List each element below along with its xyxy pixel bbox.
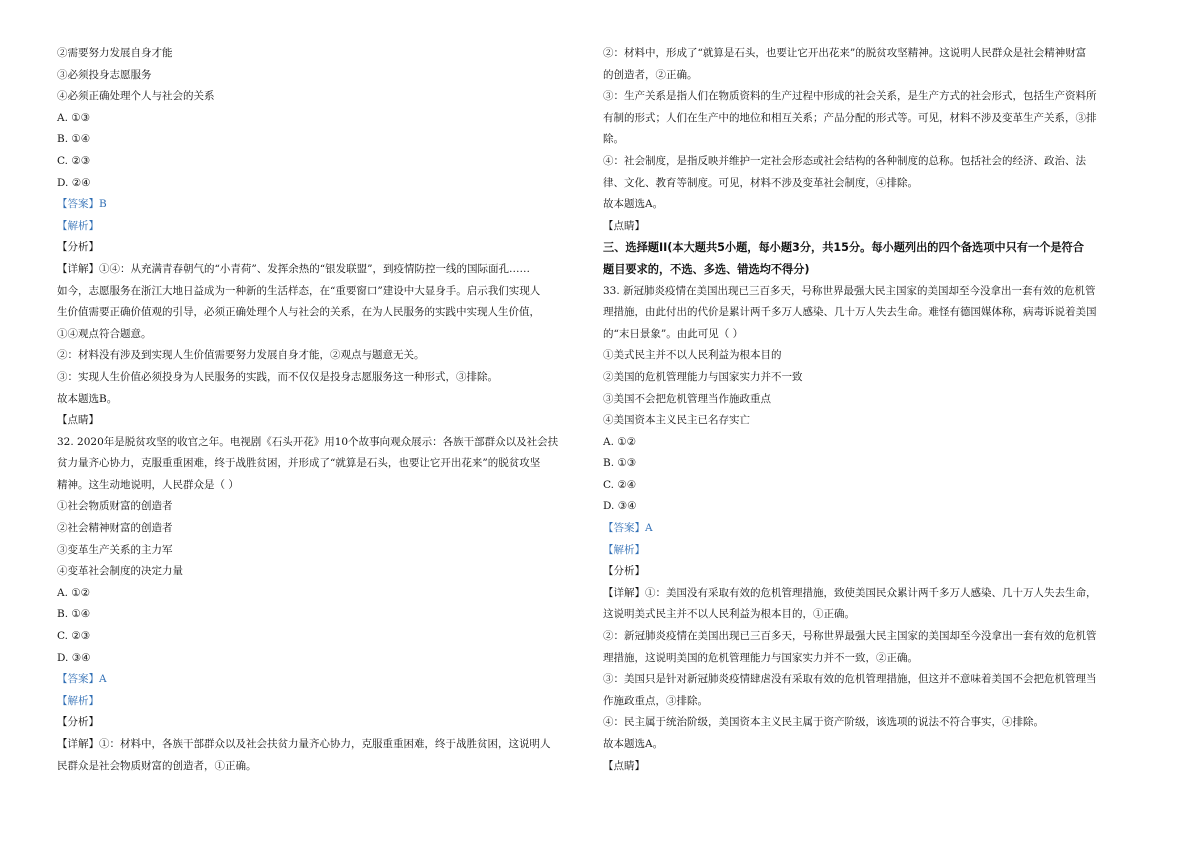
detail-line: 【详解】①④：从充满青春朝气的“小青荷”、发挥余热的“银发联盟”，到疫情防控一线的国际面孔…… bbox=[57, 262, 530, 275]
q31-options bbox=[57, 43, 575, 108]
q33-detail bbox=[603, 583, 1126, 756]
right-column bbox=[603, 43, 1126, 777]
answer-label: 【答案】B bbox=[57, 198, 107, 211]
section-heading-line: 题目要求的，不选、多选、错选均不得分) bbox=[603, 262, 810, 276]
detail-line: 生价值需要正确价值观的引导，必须正确处理个人与社会的关系，在为人民服务的实践中实现人生价值， bbox=[57, 306, 540, 319]
option-line: ③必须投身志愿服务 bbox=[57, 68, 152, 81]
detail-line: ①④观点符合题意。 bbox=[57, 327, 152, 340]
q32-stem bbox=[57, 432, 575, 497]
dianjing-label: 【点睛】 bbox=[603, 219, 645, 232]
q31-detail bbox=[57, 259, 575, 410]
detail-line: 如今，志愿服务在浙江大地日益成为一种新的生活样态，在“重要窗口”建设中大显身手。启示我们实现人 bbox=[57, 284, 541, 297]
detail-line: ④：社会制度，是指反映并维护一定社会形态或社会结构的各种制度的总称。包括社会的经济、政治、法 bbox=[603, 154, 1086, 167]
choice-c: C. ②③ bbox=[57, 154, 91, 167]
option-line: ①美式民主并不以人民利益为根本目的 bbox=[603, 349, 782, 362]
detail-line: ②：材料没有涉及到实现人生价值需要努力发展自身才能，②观点与题意无关。 bbox=[57, 349, 425, 362]
left-column bbox=[57, 43, 575, 777]
q32-detail bbox=[57, 734, 575, 777]
option-line: ②社会精神财富的创造者 bbox=[57, 522, 173, 535]
detail-line: 【详解】①：美国没有采取有效的危机管理措施，致使美国民众累计两千多万人感染、几十万人失去生命， bbox=[603, 586, 1097, 599]
detail-line: 有制的形式；人们在生产中的地位和相互关系；产品分配的形式等。可见，材料不涉及变革生产关系，③排 bbox=[603, 111, 1097, 124]
q31-choices bbox=[57, 108, 575, 194]
q32-choices bbox=[57, 583, 575, 669]
choice-a: A. ①② bbox=[603, 435, 637, 448]
choice-b: B. ①④ bbox=[57, 133, 91, 146]
detail-line: ③：实现人生价值必须投身为人民服务的实践，而不仅仅是投身志愿服务这一种形式，③排除。 bbox=[57, 370, 498, 383]
choice-d: D. ②④ bbox=[57, 176, 91, 189]
analysis-label: 【解析】 bbox=[57, 694, 99, 707]
q32-options bbox=[57, 496, 575, 582]
detail-line: ④：民主属于统治阶级，美国资本主义民主属于资产阶级，该选项的说法不符合事实，④排除。 bbox=[603, 716, 1044, 729]
fenxi-label: 【分析】 bbox=[603, 565, 645, 578]
stem-line: 精神。这生动地说明，人民群众是（ ） bbox=[57, 478, 239, 491]
section-heading-line: 三、选择题II(本大题共5小题，每小题3分，共15分。每小题列出的四个备选项中只有一个是符合 bbox=[603, 241, 1084, 255]
detail-line: ②：材料中，形成了“就算是石头，也要让它开出花来”的脱贫攻坚精神。这说明人民群众是社会精神财富 bbox=[603, 47, 1087, 59]
detail-line: 民群众是社会物质财富的创造者，①正确。 bbox=[57, 759, 257, 772]
fenxi-label: 【分析】 bbox=[57, 241, 99, 254]
choice-c: C. ②④ bbox=[603, 478, 637, 491]
answer-label: 【答案】A bbox=[603, 522, 653, 535]
dianjing-label: 【点睛】 bbox=[57, 414, 99, 427]
option-line: ③美国不会把危机管理当作施政重点 bbox=[603, 392, 771, 405]
detail-line: ③：生产关系是指人们在物质资料的生产过程中形成的社会关系，是生产方式的社会形式，包括生产资料所 bbox=[603, 90, 1097, 103]
stem-line: 理措施，由此付出的代价是累计两千多万人感染、几十万人失去生命。难怪有德国媒体称，病毒诉说着美国 bbox=[603, 306, 1097, 319]
option-line: ①社会物质财富的创造者 bbox=[57, 500, 173, 513]
detail-line: ③：美国只是针对新冠肺炎疫情肆虐没有采取有效的危机管理措施，但这并不意味着美国不会把危机管理当 bbox=[603, 673, 1097, 686]
option-line: ④变革社会制度的决定力量 bbox=[57, 565, 183, 578]
choice-d: D. ③④ bbox=[603, 500, 637, 513]
fenxi-label: 【分析】 bbox=[57, 716, 99, 729]
detail-line: 作施政重点，③排除。 bbox=[603, 694, 708, 707]
stem-line: 的“末日景象”。由此可见（ ） bbox=[603, 327, 744, 340]
detail-line: 这说明美式民主并不以人民利益为根本目的，①正确。 bbox=[603, 608, 855, 621]
detail-line: 的创造者，②正确。 bbox=[603, 68, 698, 81]
stem-line: 贫力量齐心协力，克服重重困难，终于战胜贫困，并形成了“就算是石头，也要让它开出花来”的脱贫攻坚 bbox=[57, 457, 541, 470]
detail-line: 理措施，这说明美国的危机管理能力与国家实力并不一致，②正确。 bbox=[603, 651, 918, 664]
choice-d: D. ③④ bbox=[57, 651, 91, 664]
answer-label: 【答案】A bbox=[57, 673, 107, 686]
section-heading bbox=[603, 237, 1126, 280]
option-line: ④必须正确处理个人与社会的关系 bbox=[57, 90, 215, 103]
stem-line: 32. 2020年是脱贫攻坚的收官之年。电视剧《石头开花》用10个故事向观众展示：各族干部群众以及社会扶 bbox=[57, 435, 559, 448]
detail-line: 律、文化、教育等制度。可见，材料不涉及变革社会制度，④排除。 bbox=[603, 176, 918, 189]
choice-c: C. ②③ bbox=[57, 630, 91, 643]
detail-line: ②：新冠肺炎疫情在美国出现已三百多天，号称世界最强大民主国家的美国却至今没拿出一套有效的危机管 bbox=[603, 630, 1097, 643]
analysis-label: 【解析】 bbox=[603, 543, 645, 556]
option-line: ②需要努力发展自身才能 bbox=[57, 47, 173, 59]
option-line: ②美国的危机管理能力与国家实力并不一致 bbox=[603, 370, 803, 383]
detail-line: 故本题选A。 bbox=[603, 198, 664, 211]
choice-a: A. ①③ bbox=[57, 111, 91, 124]
detail-line: 除。 bbox=[603, 133, 624, 146]
detail-line: 【详解】①：材料中，各族干部群众以及社会扶贫力量齐心协力，克服重重困难，终于战胜贫困，这说明人 bbox=[57, 738, 551, 750]
detail-line: 故本题选B。 bbox=[57, 392, 118, 405]
q33-options bbox=[603, 345, 1126, 431]
stem-line: 33. 新冠肺炎疫情在美国出现已三百多天，号称世界最强大民主国家的美国却至今没拿出一套有效的危机管 bbox=[603, 284, 1096, 297]
option-line: ④美国资本主义民主已名存实亡 bbox=[603, 414, 750, 427]
choice-b: B. ①④ bbox=[57, 608, 91, 621]
detail-line: 故本题选A。 bbox=[603, 738, 664, 750]
q33-stem bbox=[603, 281, 1126, 346]
analysis-label: 【解析】 bbox=[57, 219, 99, 232]
option-line: ③变革生产关系的主力军 bbox=[57, 543, 173, 556]
dianjing-label: 【点睛】 bbox=[603, 759, 645, 772]
choice-b: B. ①③ bbox=[603, 457, 637, 470]
q32-detail-continued bbox=[603, 43, 1126, 216]
choice-a: A. ①② bbox=[57, 586, 91, 599]
q33-choices bbox=[603, 432, 1126, 518]
